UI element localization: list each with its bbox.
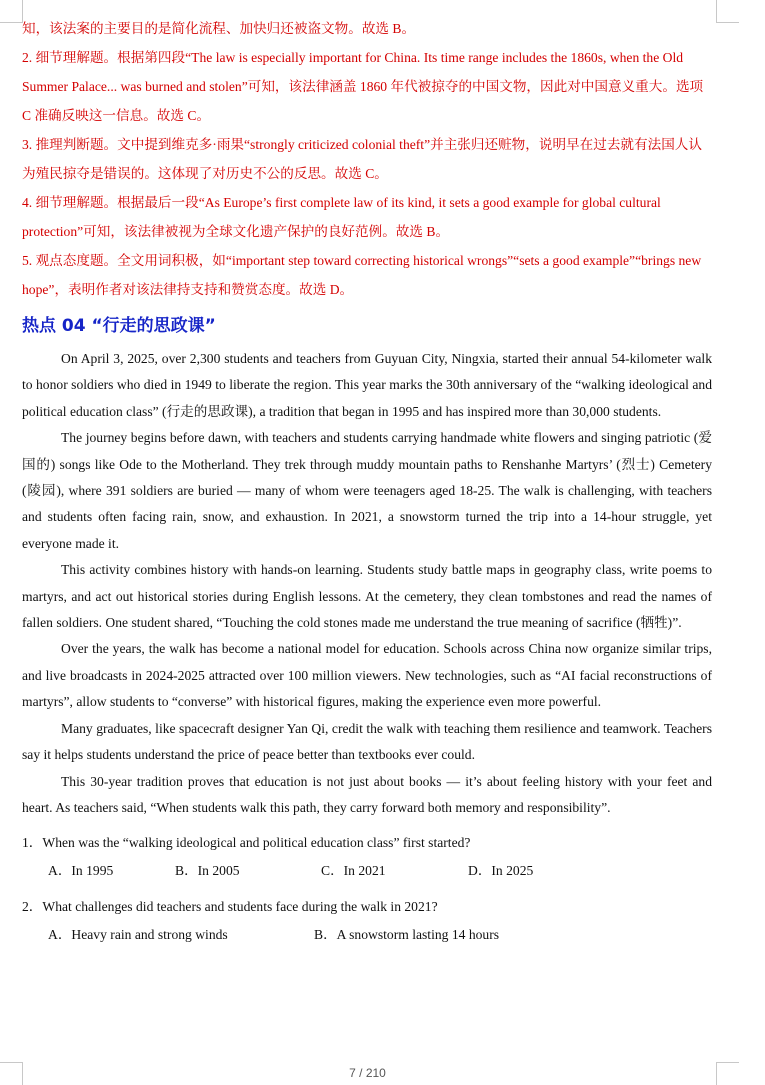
article-paragraph: The journey begins before dawn, with teachers and students carrying handmade white flowers and singing patriotic (爱国的) songs like Ode to the Motherland. They trek through muddy mountain paths to Renshanhe Martyrs’ (烈士) Cemetery (陵园), where 391 soldiers are buried — many of whom were teenagers aged 18-25. The walk is challenging, with teachers and students often facing rain, snow, and exhaustion. In 2021, a snowstorm turned the trip into a 14-hour struggle, yet everyone made it. <box>22 430 712 551</box>
crop-mark-top-right <box>716 0 739 23</box>
page-content <box>22 22 712 949</box>
question-2 <box>22 893 712 949</box>
option-b: B．A snowstorm lasting 14 hours <box>314 927 500 943</box>
page-number: 7 / 210 <box>349 1066 386 1080</box>
question-1 <box>22 829 712 885</box>
answer-line: 5. 观点态度题。全文用词积极，如“important step toward correcting historical wrongs”“sets a good example”“brings new hope”，表明作者对该法律持支持和赞赏态度。故选 D。 <box>22 253 702 297</box>
answer-line: 2. 细节理解题。根据第四段“The law is especially important for China. Its time range includes the 1860s, when the Old Summer Palace... was burned and stolen”可知，该法律涵盖 1860 年代被掠夺的中国文物，因此对中国意义重大。选项 C 准确反映这一信息。故选 C。 <box>22 50 704 123</box>
option-a: A．In 1995 <box>48 863 114 879</box>
answer-line: 4. 细节理解题。根据最后一段“As Europe’s first complete law of its kind, it sets a good example for global cultural protection”可知，该法律被视为全球文化遗产保护的良好范例。故选 B。 <box>22 195 661 239</box>
answer-explanations <box>22 14 712 304</box>
article-paragraph: This 30-year tradition proves that education is not just about books — it’s about feeling history with your feet and heart. As teachers said, “When students walk this path, they carry forward both memory and responsibility”. <box>22 773 712 815</box>
answer-line: 3. 推理判断题。文中提到维克多·雨果“strongly criticized colonial theft”并主张归还赃物，说明早在过去就有法国人认为殖民掠夺是错误的。这体现了对历史不公的反思。故选 C。 <box>22 137 702 181</box>
question-stem: 2．What challenges did teachers and students face during the walk in 2021? <box>22 899 438 915</box>
article <box>22 346 712 821</box>
question-options <box>22 857 712 885</box>
section-title: 热点 04 “行走的思政课” <box>22 316 216 336</box>
article-paragraph: On April 3, 2025, over 2,300 students and teachers from Guyuan City, Ningxia, started their annual 54-kilometer walk to honor soldiers who died in 1949 to liberate the region. This year marks the 30th anniversary of the “walking ideological and political education class” (行走的思政课), a tradition that began in 1995 and has inspired more than 30,000 students. <box>22 351 712 419</box>
option-b: B．In 2005 <box>175 863 240 879</box>
article-paragraph: This activity combines history with hands-on learning. Students study battle maps in geography class, write poems to martyrs, and act out historical stories during English lessons. At the cemetery, they clean tombstones and read the names of fallen soldiers. One student shared, “Touching the cold stones made me understand the true meaning of sacrifice (牺牲)”. <box>22 562 712 631</box>
question-options <box>22 921 712 949</box>
option-a: A．Heavy rain and strong winds <box>48 927 228 943</box>
question-stem: 1．When was the “walking ideological and political education class” first started? <box>22 835 471 851</box>
article-paragraph: Over the years, the walk has become a national model for education. Schools across China now organize similar trips, and live broadcasts in 2024-2025 attracted over 100 million viewers. New technologies, such as “AI facial reconstructions of martyrs”, allow students to “converse” with historical figures, making the experience even more powerful. <box>22 641 712 710</box>
option-c: C．In 2021 <box>321 863 386 879</box>
option-d: D．In 2025 <box>468 863 534 879</box>
article-paragraph: Many graduates, like spacecraft designer Yan Qi, credit the walk with teaching them resilience and teamwork. Teachers say it helps students understand the price of peace better than textbooks ever could. <box>22 720 712 763</box>
crop-mark-top-left <box>0 0 23 23</box>
answer-line: 知，该法案的主要目的是简化流程、加快归还被盗文物。故选 B。 <box>22 21 416 36</box>
